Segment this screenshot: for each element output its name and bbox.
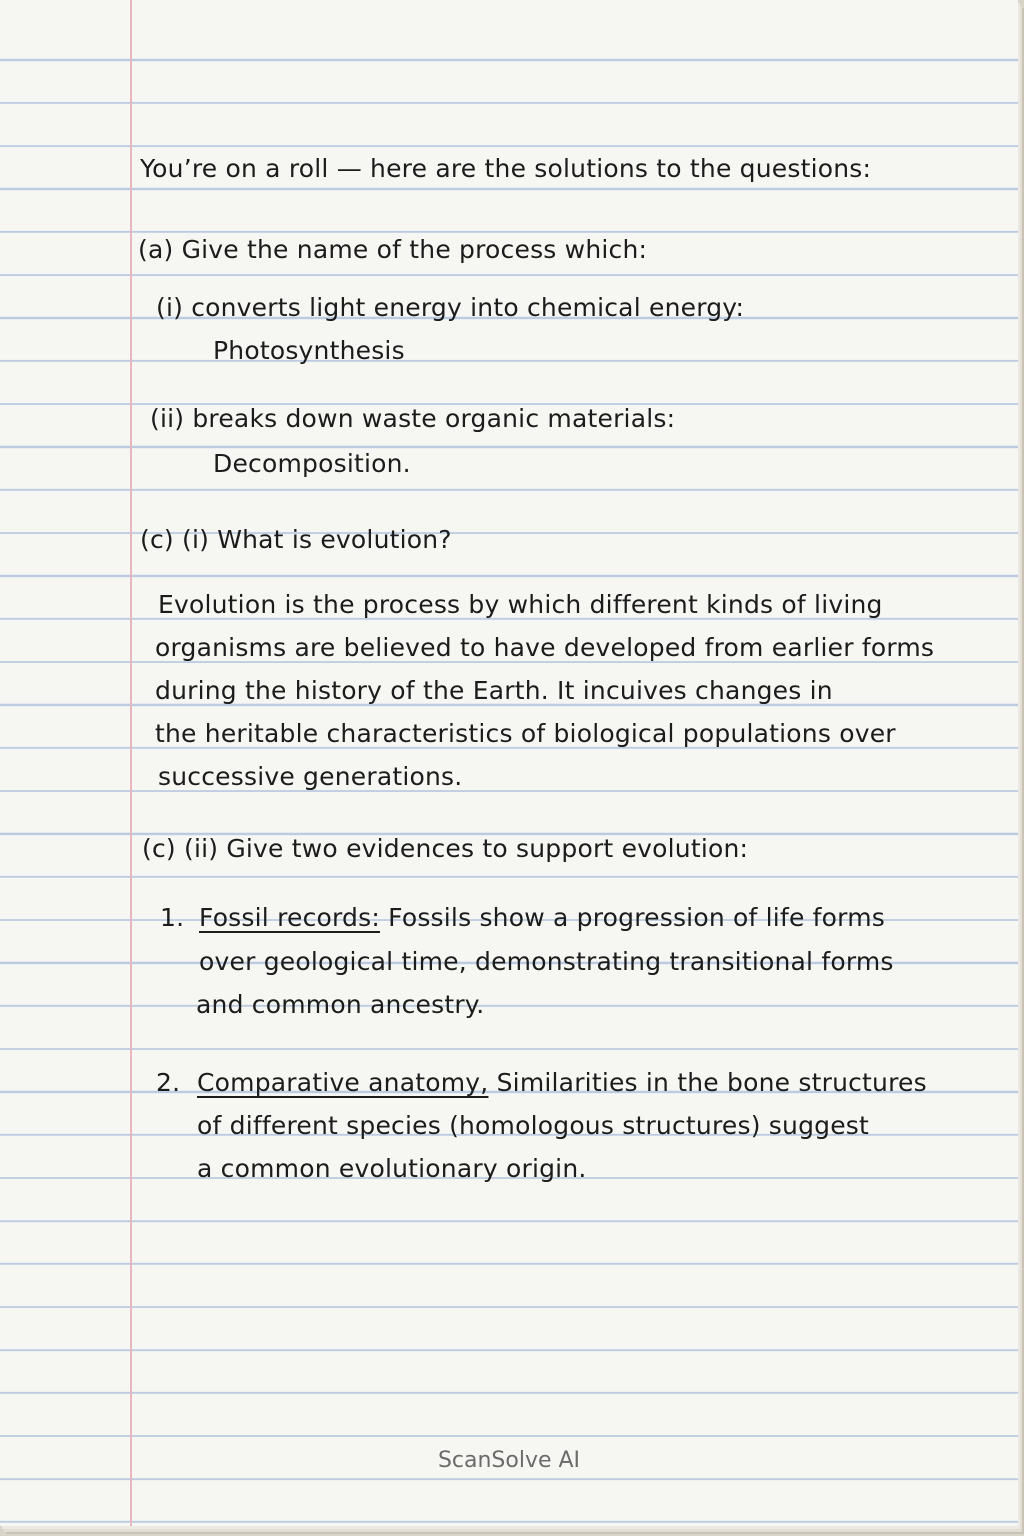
question-a-ii: (ii) breaks down waste organic materials:	[150, 404, 676, 433]
evidence-title: Fossil records:	[199, 903, 380, 932]
evidence-line: and common ancestry.	[196, 990, 485, 1019]
question-c-ii: (c) (ii) Give two evidences to support evolution:	[142, 834, 749, 863]
evidence-line: over geological time, demonstrating transitional forms	[199, 947, 894, 976]
evidence-line: Similarities in the bone structures	[496, 1068, 927, 1097]
question-a-i: (i) converts light energy into chemical energy:	[156, 293, 745, 322]
answer-c-i-line: organisms are believed to have developed from earlier forms	[155, 633, 935, 662]
evidence-line: of different species (homologous structures) suggest	[197, 1111, 870, 1140]
evidence-first-line	[199, 905, 885, 930]
evidence-number: 2.	[156, 1068, 181, 1097]
question-a: (a) Give the name of the process which:	[138, 235, 648, 264]
evidence-title: Comparative anatomy,	[197, 1068, 489, 1097]
margin-line	[130, 0, 132, 1526]
answer-a-i: Photosynthesis	[213, 336, 405, 365]
answer-c-i-line: Evolution is the process by which different kinds of living	[158, 590, 883, 619]
answer-c-i-line: during the history of the Earth. It incuives changes in	[155, 676, 833, 705]
question-c-i: (c) (i) What is evolution?	[140, 525, 452, 554]
footer-brand: ScanSolve AI	[437, 1448, 581, 1473]
evidence-first-line	[197, 1070, 927, 1095]
evidence-line: a common evolutionary origin.	[197, 1154, 587, 1183]
answer-a-ii: Decomposition.	[213, 449, 411, 478]
evidence-line: Fossils show a progression of life forms	[388, 903, 885, 932]
intro-text: You’re on a roll — here are the solutions to the questions:	[140, 154, 872, 183]
evidence-number: 1.	[160, 903, 185, 932]
answer-c-i-line: the heritable characteristics of biological populations over	[155, 719, 896, 748]
answer-c-i-line: successive generations.	[158, 762, 463, 791]
